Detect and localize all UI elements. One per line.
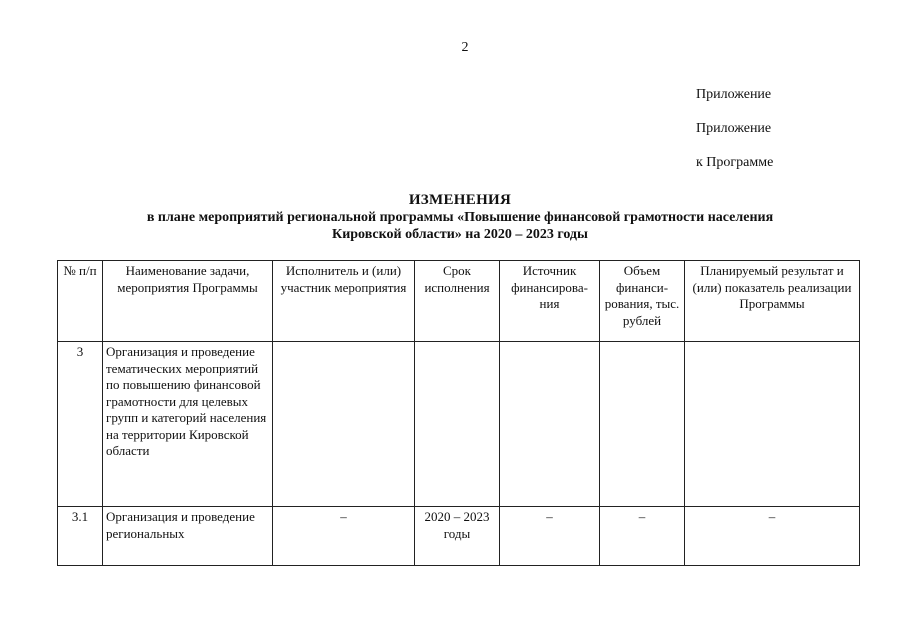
row-number: 3.1 (58, 507, 103, 566)
row-funding-volume: – (600, 507, 685, 566)
appendix-label: Приложение (696, 87, 772, 102)
row-funding-source: – (500, 507, 600, 566)
appendix-label-2: Приложение (696, 121, 772, 136)
row-executor: – (273, 507, 415, 566)
header-funding-source: Источник финансирова-ния (500, 261, 600, 342)
row-executor (273, 342, 415, 507)
header-term: Срок исполнения (415, 261, 500, 342)
table-row (58, 342, 860, 507)
row-term (415, 342, 500, 507)
title-line-3: Кировской области» на 2020 – 2023 годы (332, 227, 588, 242)
row-task-name: Организация и проведение тематических мероприятий по повышению финансовой грамотности для целевых групп и категорий населения на территории Кировской области (103, 342, 273, 507)
row-funding-source (500, 342, 600, 507)
plan-table (57, 260, 860, 566)
row-number: 3 (58, 342, 103, 507)
header-funding-volume: Объем финанси-рования, тыс. рублей (600, 261, 685, 342)
row-task-name: Организация и проведение региональных (103, 507, 273, 566)
header-planned-result: Планируемый результат и (или) показатель реализации Программы (685, 261, 860, 342)
appendix-program-label: к Программе (696, 155, 774, 170)
table-header-row (58, 261, 860, 342)
header-number: № п/п (58, 261, 103, 342)
row-term: 2020 – 2023 годы (415, 507, 500, 566)
title-line-2: в плане мероприятий региональной программы «Повышение финансовой грамотности населения (146, 210, 774, 225)
page-number: 2 (461, 40, 469, 55)
row-funding-volume (600, 342, 685, 507)
header-executor: Исполнитель и (или) участник мероприятия (273, 261, 415, 342)
document-title (60, 192, 860, 243)
row-planned-result: – (685, 507, 860, 566)
table-row (58, 507, 860, 566)
row-planned-result (685, 342, 860, 507)
header-task-name: Наименование задачи, мероприятия Программы (103, 261, 273, 342)
title-main: ИЗМЕНЕНИЯ (408, 192, 512, 208)
